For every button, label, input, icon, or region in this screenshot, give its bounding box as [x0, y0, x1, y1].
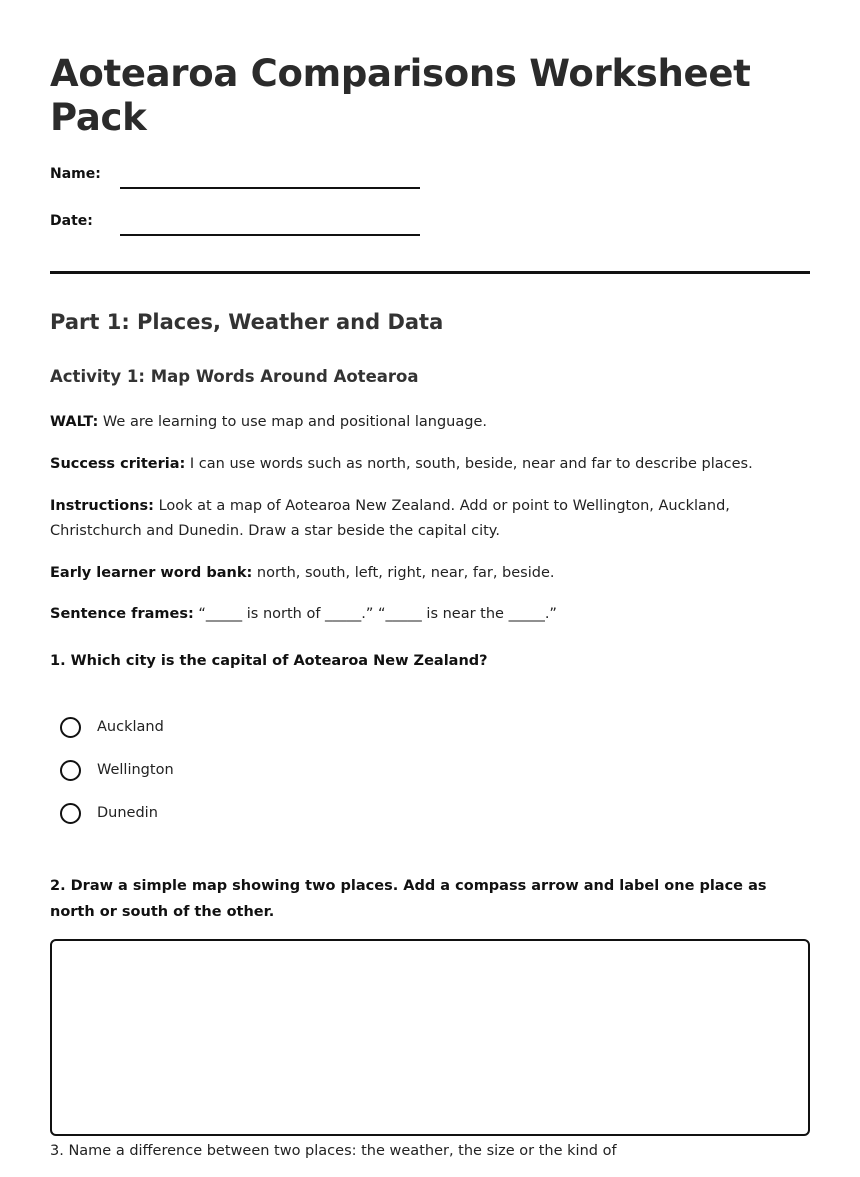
option-label: Auckland — [97, 719, 164, 735]
radio-button[interactable] — [60, 760, 81, 781]
question-1: 1. Which city is the capital of Aotearoa New Zealand? — [50, 653, 488, 669]
sentence-frames-text: “_____ is north of _____.” “_____ is near the _____.” — [198, 606, 557, 622]
walt-label: WALT: — [50, 414, 99, 430]
success-criteria-paragraph — [50, 452, 810, 477]
name-field-line[interactable] — [120, 187, 420, 189]
walt-text: We are learning to use map and positional language. — [102, 414, 487, 430]
word-bank-paragraph — [50, 561, 810, 586]
name-label: Name: — [50, 166, 101, 182]
option-wellington[interactable] — [60, 757, 174, 783]
radio-button[interactable] — [60, 803, 81, 824]
word-bank-text: north, south, left, right, near, far, beside. — [256, 565, 555, 581]
instructions-text: Look at a map of Aotearoa New Zealand. Add or point to Wellington, Auckland, Christchurch and Dunedin. Draw a star beside the capital city. — [50, 498, 730, 539]
option-dunedin[interactable] — [60, 800, 158, 826]
option-auckland[interactable] — [60, 714, 164, 740]
date-field-line[interactable] — [120, 234, 420, 236]
option-label: Dunedin — [97, 805, 158, 821]
instructions-paragraph — [50, 494, 810, 544]
option-label: Wellington — [97, 762, 174, 778]
sentence-frames-paragraph — [50, 602, 810, 627]
page-title: Aotearoa Comparisons Worksheet Pack — [50, 52, 751, 139]
sentence-frames-label: Sentence frames: — [50, 606, 194, 622]
activity-heading: Activity 1: Map Words Around Aotearoa — [50, 367, 419, 386]
walt-paragraph — [50, 410, 810, 435]
success-criteria-label: Success criteria: — [50, 456, 186, 472]
part-heading: Part 1: Places, Weather and Data — [50, 310, 444, 334]
cutoff-next-question — [50, 1143, 810, 1161]
question-2: 2. Draw a simple map showing two places. Add a compass arrow and label one place as north or south of the other. — [50, 878, 767, 920]
word-bank-label: Early learner word bank: — [50, 565, 253, 581]
radio-button[interactable] — [60, 717, 81, 738]
drawing-answer-box[interactable] — [50, 939, 810, 1136]
instructions-label: Instructions: — [50, 498, 154, 514]
section-divider — [50, 271, 810, 274]
cutoff-text: 3. Name a difference between two places: the weather, the size or the kind of — [50, 1143, 617, 1159]
date-label: Date: — [50, 213, 93, 229]
success-criteria-text: I can use words such as north, south, beside, near and far to describe places. — [189, 456, 753, 472]
